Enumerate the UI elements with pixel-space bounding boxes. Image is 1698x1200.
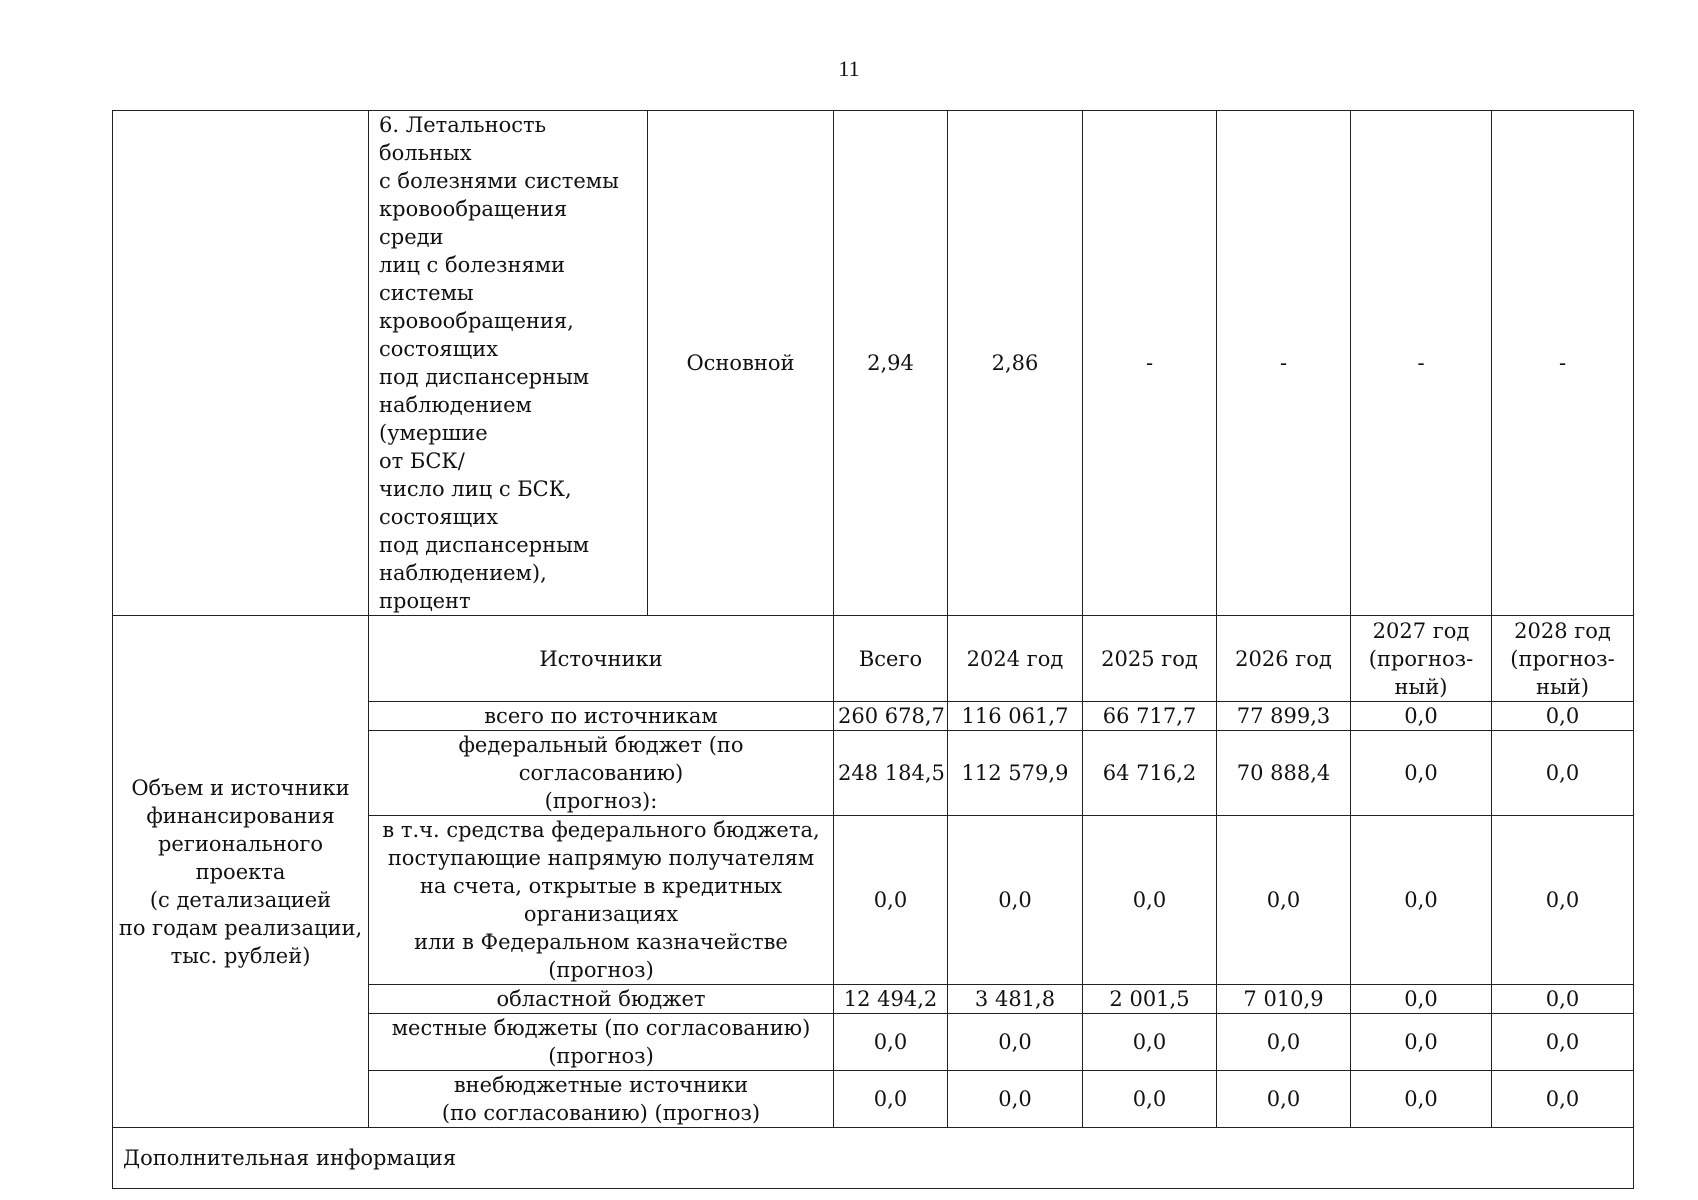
funding-value: 0,0 [1351, 1014, 1492, 1071]
funding-value: 0,0 [1492, 816, 1634, 985]
funding-value: 0,0 [1083, 1014, 1217, 1071]
sources-header: Источники [369, 616, 834, 702]
funding-value: 77 899,3 [1217, 702, 1351, 731]
funding-value: 0,0 [1351, 702, 1492, 731]
funding-value: 0,0 [1217, 816, 1351, 985]
indicator-value: - [1351, 111, 1492, 616]
funding-value: 3 481,8 [948, 985, 1083, 1014]
indicator-value: 2,94 [834, 111, 948, 616]
indicator-value: - [1083, 111, 1217, 616]
funding-value: 0,0 [1351, 731, 1492, 816]
funding-value: 0,0 [948, 1071, 1083, 1128]
funding-value: 112 579,9 [948, 731, 1083, 816]
funding-header-row [113, 616, 1634, 702]
additional-info-row [113, 1128, 1634, 1189]
funding-value: 0,0 [834, 1014, 948, 1071]
year-2026-header: 2026 год [1217, 616, 1351, 702]
funding-value: 0,0 [1492, 1071, 1634, 1128]
empty-cell [113, 111, 369, 616]
funding-source: федеральный бюджет (по согласованию) (прогноз): [369, 731, 834, 816]
funding-value: 0,0 [1083, 816, 1217, 985]
funding-value: 248 184,5 [834, 731, 948, 816]
year-2025-header: 2025 год [1083, 616, 1217, 702]
indicator-value: - [1492, 111, 1634, 616]
indicator-value: 2,86 [948, 111, 1083, 616]
funding-source: всего по источникам [369, 702, 834, 731]
funding-value: 64 716,2 [1083, 731, 1217, 816]
page-number: 11 [838, 56, 860, 81]
funding-source: местные бюджеты (по согласованию) (прогноз) [369, 1014, 834, 1071]
funding-value: 0,0 [1492, 1014, 1634, 1071]
year-2027-header: 2027 год (прогноз- ный) [1351, 616, 1492, 702]
funding-value: 0,0 [1351, 985, 1492, 1014]
indicator-name: 6. Летальность больных с болезнями системы кровообращения среди лиц с болезнями системы кровообращения, состоящих под диспансерным наблюдением (умершие от БСК/ число лиц с БСК, состоящих под диспансерным наблюдением), процент [369, 111, 648, 616]
additional-info-label: Дополнительная информация [113, 1128, 1634, 1189]
funding-value: 0,0 [1492, 985, 1634, 1014]
year-2028-header: 2028 год (прогноз- ный) [1492, 616, 1634, 702]
funding-value: 116 061,7 [948, 702, 1083, 731]
funding-value: 66 717,7 [1083, 702, 1217, 731]
total-header: Всего [834, 616, 948, 702]
funding-value: 70 888,4 [1217, 731, 1351, 816]
funding-section-label: Объем и источники финансирования регионального проекта (с детализацией по годам реализации, тыс. рублей) [113, 616, 369, 1128]
funding-value: 0,0 [948, 1014, 1083, 1071]
funding-value: 0,0 [1492, 702, 1634, 731]
funding-value: 0,0 [1351, 816, 1492, 985]
funding-value: 260 678,7 [834, 702, 948, 731]
funding-value: 0,0 [834, 816, 948, 985]
funding-value: 0,0 [834, 1071, 948, 1128]
project-passport-table [112, 110, 1634, 1189]
funding-value: 0,0 [1083, 1071, 1217, 1128]
funding-value: 7 010,9 [1217, 985, 1351, 1014]
indicator-type: Основной [648, 111, 834, 616]
funding-value: 12 494,2 [834, 985, 948, 1014]
funding-source: в т.ч. средства федерального бюджета, поступающие напрямую получателям на счета, открытые в кредитных организациях или в Федеральном казначействе (прогноз) [369, 816, 834, 985]
funding-source: внебюджетные источники (по согласованию) (прогноз) [369, 1071, 834, 1128]
funding-value: 0,0 [1217, 1014, 1351, 1071]
indicator-row [113, 111, 1634, 616]
funding-value: 0,0 [1351, 1071, 1492, 1128]
funding-value: 0,0 [1492, 731, 1634, 816]
funding-value: 0,0 [1217, 1071, 1351, 1128]
funding-value: 0,0 [948, 816, 1083, 985]
funding-value: 2 001,5 [1083, 985, 1217, 1014]
funding-source: областной бюджет [369, 985, 834, 1014]
year-2024-header: 2024 год [948, 616, 1083, 702]
indicator-value: - [1217, 111, 1351, 616]
